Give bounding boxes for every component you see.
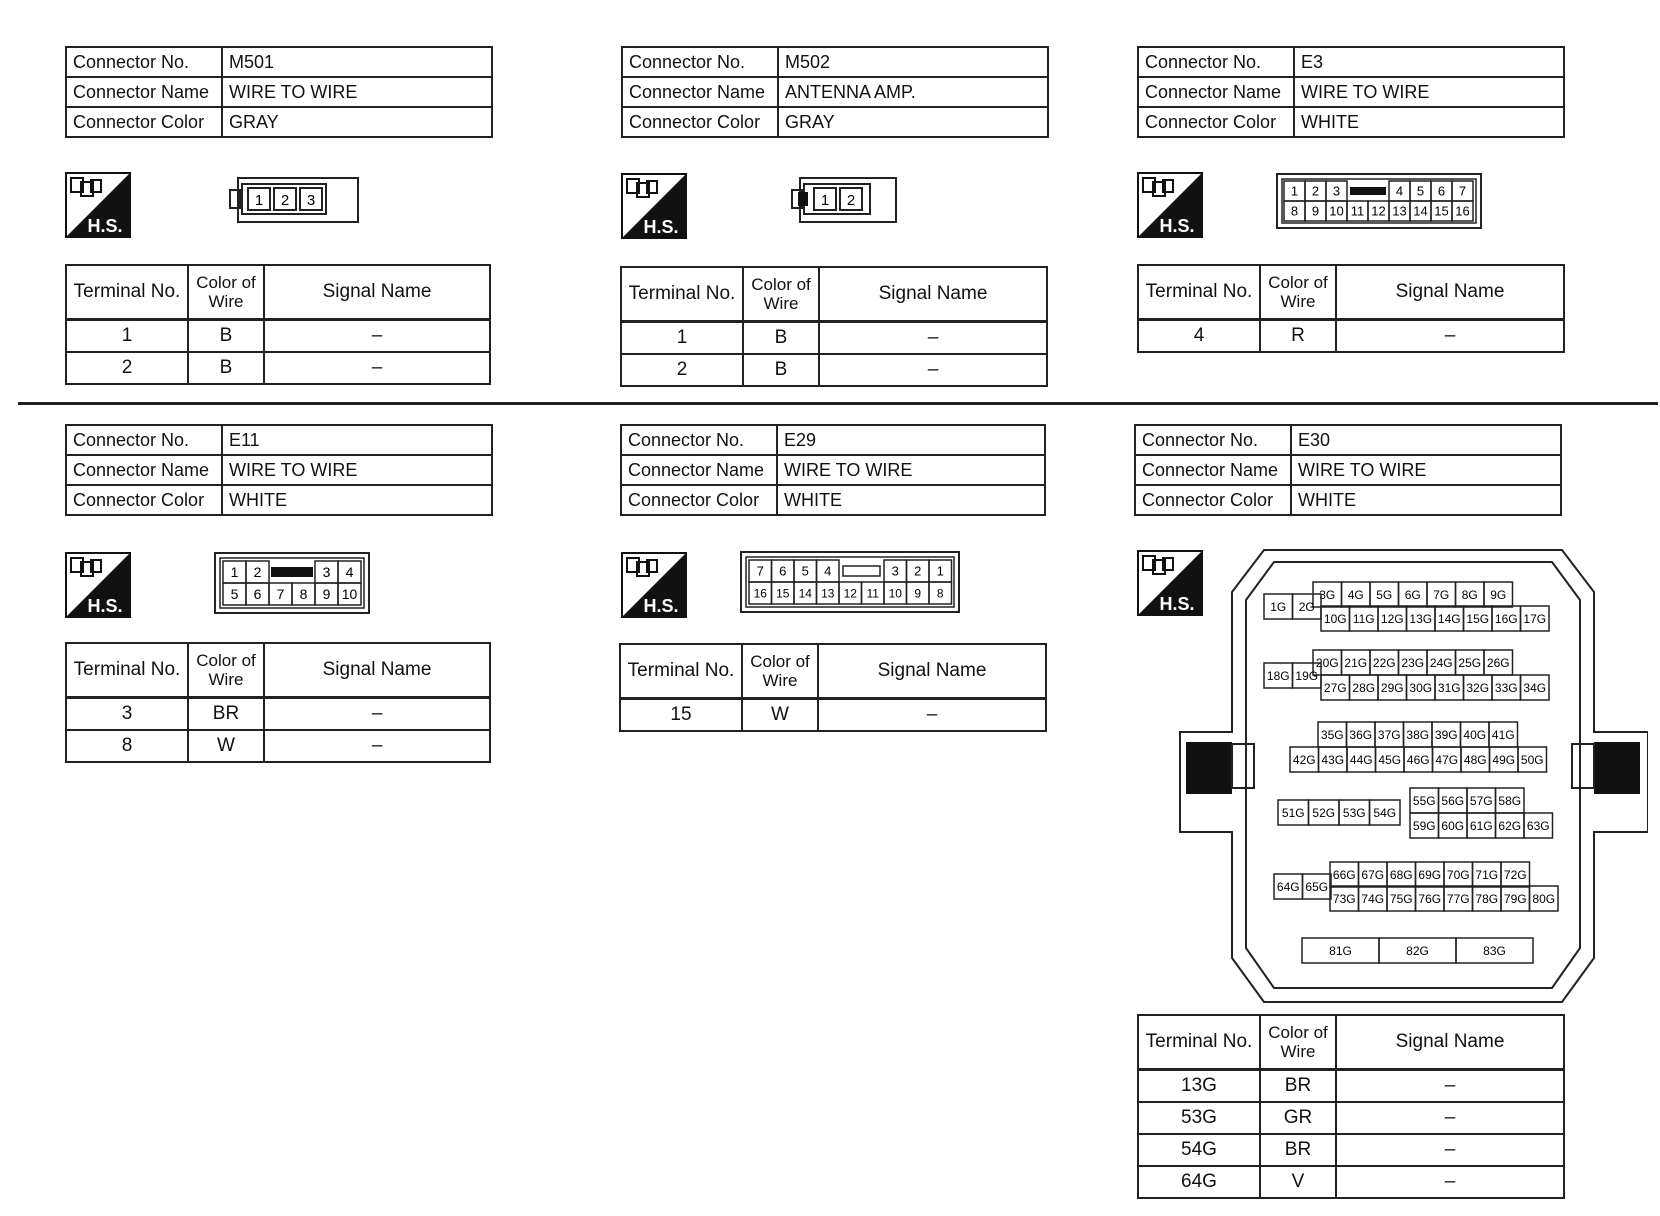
terminal-pin: 6: [253, 586, 262, 603]
harness-side-icon: [621, 552, 687, 618]
terminal-pin: 10: [1329, 203, 1344, 219]
connector-no-label: Connector No.: [66, 425, 222, 455]
terminal-pin: 29G: [1380, 680, 1404, 695]
terminal-pin: 42G: [1292, 752, 1316, 767]
terminal-pin: 4G: [1347, 587, 1364, 602]
terminal-pin: 9: [322, 586, 331, 603]
connector-info-m502: [621, 46, 1049, 138]
table-row: 1 B –: [621, 322, 1047, 355]
connector-no-value: E11: [222, 425, 492, 455]
terminal-pin: 76G: [1418, 891, 1442, 906]
connector-color-value: WHITE: [1291, 485, 1561, 515]
hs-label: H.S.: [1159, 594, 1195, 614]
terminal-pin: 4: [1395, 183, 1404, 199]
terminal-pin: 2: [253, 564, 262, 581]
terminal-pin: 73G: [1332, 891, 1356, 906]
terminal-pin: 4: [345, 564, 354, 581]
terminal-pin: 1: [1290, 183, 1299, 199]
terminal-pin: 27G: [1323, 680, 1347, 695]
terminal-pin: 19G: [1295, 668, 1319, 683]
terminal-pin: 7: [756, 563, 764, 579]
connector-name-label: Connector Name: [621, 455, 777, 485]
terminal-pin: 83G: [1483, 943, 1506, 958]
terminal-pin: 53G: [1342, 805, 1366, 820]
terminal-pin: 24G: [1429, 655, 1453, 670]
terminal-pin: 10G: [1323, 611, 1347, 626]
connector-face-e30: [1178, 548, 1648, 1009]
terminal-pin: 57G: [1469, 793, 1493, 808]
table-row: 53G GR –: [1138, 1102, 1564, 1134]
terminal-pin: 3: [322, 564, 331, 581]
terminal-pin: 11: [866, 586, 879, 601]
terminal-pin: 75G: [1389, 891, 1413, 906]
terminal-pin: 21G: [1344, 655, 1368, 670]
terminal-pin: 32G: [1466, 680, 1490, 695]
terminal-pin: 44G: [1349, 752, 1373, 767]
terminal-pin: 8: [1290, 203, 1299, 219]
terminal-pin: 69G: [1418, 867, 1442, 882]
hs-label: H.S.: [643, 596, 679, 616]
terminal-pin: 1: [820, 192, 830, 209]
terminal-no-header: Terminal No.: [1138, 1015, 1260, 1070]
terminal-pin: 2: [914, 563, 922, 579]
connector-color-label: Connector Color: [1135, 485, 1291, 515]
terminal-table-e30: [1137, 1014, 1565, 1199]
terminal-table-m501: [65, 264, 491, 385]
table-row: 8 W –: [66, 730, 490, 762]
connector-name-value: ANTENNA AMP.: [778, 77, 1048, 107]
hs-label: H.S.: [87, 216, 123, 236]
hs-label: H.S.: [643, 217, 679, 237]
terminal-pin: 41G: [1491, 727, 1515, 742]
wire-color-header: Color of Wire: [1260, 1015, 1336, 1070]
terminal-pin: 12: [843, 586, 857, 601]
terminal-pin: 12: [1371, 203, 1386, 219]
connector-color-value: WHITE: [1294, 107, 1564, 137]
terminal-pin: 60G: [1441, 818, 1465, 833]
terminal-pin: 16: [753, 586, 767, 601]
terminal-pin: 64G: [1276, 879, 1300, 894]
signal-name-header: Signal Name: [264, 265, 490, 320]
wire-color-header: Color of Wire: [742, 644, 818, 699]
terminal-pin: 12G: [1380, 611, 1404, 626]
terminal-pin: 78G: [1475, 891, 1499, 906]
terminal-pin: 13: [821, 586, 835, 601]
terminal-pin: 46G: [1406, 752, 1430, 767]
connector-name-label: Connector Name: [66, 455, 222, 485]
terminal-pin: 68G: [1389, 867, 1413, 882]
terminal-pin: 47G: [1435, 752, 1459, 767]
table-row: 4 R –: [1138, 320, 1564, 353]
connector-name-value: WIRE TO WIRE: [222, 455, 492, 485]
terminal-pin: 38G: [1406, 727, 1430, 742]
terminal-pin: 58G: [1498, 793, 1522, 808]
terminal-pin: 77G: [1446, 891, 1470, 906]
wire-color-header: Color of Wire: [188, 265, 264, 320]
connector-no-value: E30: [1291, 425, 1561, 455]
connector-face-e3: [1276, 173, 1482, 234]
table-row: 2 B –: [621, 354, 1047, 386]
connector-info-e11: [65, 424, 493, 516]
connector-name-value: WIRE TO WIRE: [222, 77, 492, 107]
connector-info-e3: [1137, 46, 1565, 138]
harness-side-icon: [621, 173, 687, 239]
connector-name-value: WIRE TO WIRE: [1294, 77, 1564, 107]
connector-color-label: Connector Color: [621, 485, 777, 515]
terminal-pin: 28G: [1352, 680, 1376, 695]
terminal-pin: 82G: [1406, 943, 1429, 958]
terminal-pin: 9: [1311, 203, 1320, 219]
terminal-pin: 48G: [1463, 752, 1487, 767]
connector-info-m501: [65, 46, 493, 138]
terminal-pin: 54G: [1373, 805, 1397, 820]
terminal-pin: 43G: [1321, 752, 1345, 767]
hs-label: H.S.: [87, 596, 123, 616]
terminal-pin: 62G: [1498, 818, 1522, 833]
terminal-pin: 56G: [1441, 793, 1465, 808]
terminal-pin: 59G: [1412, 818, 1436, 833]
terminal-pin: 1: [254, 192, 264, 209]
terminal-pin: 45G: [1378, 752, 1402, 767]
terminal-pin: 26G: [1486, 655, 1510, 670]
terminal-pin: 2: [846, 192, 856, 209]
terminal-table-e29: [619, 643, 1047, 732]
connector-name-label: Connector Name: [1138, 77, 1294, 107]
terminal-pin: 52G: [1312, 805, 1336, 820]
terminal-pin: 1: [936, 563, 944, 579]
terminal-pin: 17G: [1523, 611, 1547, 626]
connector-name-value: WIRE TO WIRE: [777, 455, 1045, 485]
terminal-pin: 7: [1458, 183, 1467, 199]
connector-color-value: WHITE: [777, 485, 1045, 515]
terminal-pin: 13: [1392, 203, 1407, 219]
terminal-pin: 37G: [1377, 727, 1401, 742]
connector-face-m502: [790, 176, 898, 229]
signal-name-header: Signal Name: [818, 644, 1046, 699]
terminal-pin: 2G: [1298, 599, 1315, 614]
terminal-pin: 15: [776, 586, 790, 601]
terminal-pin: 36G: [1349, 727, 1373, 742]
connector-color-value: WHITE: [222, 485, 492, 515]
terminal-pin: 25G: [1458, 655, 1482, 670]
terminal-pin: 61G: [1469, 818, 1493, 833]
terminal-pin: 31G: [1437, 680, 1461, 695]
terminal-no-header: Terminal No.: [620, 644, 742, 699]
table-row: 1 B –: [66, 320, 490, 353]
terminal-pin: 6: [1437, 183, 1446, 199]
terminal-pin: 6G: [1404, 587, 1421, 602]
connector-no-label: Connector No.: [1135, 425, 1291, 455]
terminal-pin: 72G: [1503, 867, 1527, 882]
signal-name-header: Signal Name: [819, 267, 1047, 322]
terminal-pin: 50G: [1520, 752, 1544, 767]
connector-color-value: GRAY: [778, 107, 1048, 137]
connector-face-e11: [214, 552, 370, 619]
terminal-pin: 65G: [1305, 879, 1329, 894]
terminal-pin: 74G: [1361, 891, 1385, 906]
harness-side-icon: [1137, 172, 1203, 238]
connector-info-e30: [1134, 424, 1562, 516]
connector-name-label: Connector Name: [1135, 455, 1291, 485]
terminal-pin: 39G: [1434, 727, 1458, 742]
terminal-pin: 16G: [1494, 611, 1518, 626]
terminal-pin: 10: [341, 586, 358, 603]
terminal-pin: 66G: [1332, 867, 1356, 882]
harness-side-icon: [65, 172, 131, 238]
terminal-pin: 51G: [1281, 805, 1305, 820]
connector-no-label: Connector No.: [621, 425, 777, 455]
connector-color-value: GRAY: [222, 107, 492, 137]
connector-no-label: Connector No.: [66, 47, 222, 77]
terminal-pin: 11G: [1352, 611, 1375, 626]
terminal-pin: 8: [936, 586, 944, 601]
table-row: 15 W –: [620, 699, 1046, 732]
terminal-pin: 81G: [1329, 943, 1352, 958]
connector-color-label: Connector Color: [66, 485, 222, 515]
terminal-pin: 3: [1332, 183, 1341, 199]
terminal-pin: 9: [914, 586, 922, 601]
terminal-pin: 11: [1350, 203, 1365, 219]
terminal-pin: 5: [230, 586, 239, 603]
terminal-pin: 79G: [1503, 891, 1527, 906]
terminal-table-e11: [65, 642, 491, 763]
terminal-pin: 5: [801, 563, 809, 579]
terminal-pin: 16: [1455, 203, 1470, 219]
terminal-pin: 80G: [1532, 891, 1556, 906]
terminal-pin: 8: [299, 586, 308, 603]
terminal-no-header: Terminal No.: [66, 643, 188, 698]
connector-no-value: M501: [222, 47, 492, 77]
terminal-table-e3: [1137, 264, 1565, 353]
terminal-pin: 18G: [1266, 668, 1290, 683]
wire-color-header: Color of Wire: [743, 267, 819, 322]
terminal-table-m502: [620, 266, 1048, 387]
terminal-pin: 4: [824, 563, 832, 579]
terminal-pin: 2: [1311, 183, 1320, 199]
table-row: 13G BR –: [1138, 1070, 1564, 1103]
terminal-pin: 55G: [1412, 793, 1436, 808]
signal-name-header: Signal Name: [264, 643, 490, 698]
terminal-pin: 13G: [1409, 611, 1433, 626]
connector-no-label: Connector No.: [1138, 47, 1294, 77]
terminal-pin: 7: [276, 586, 285, 603]
wire-color-header: Color of Wire: [188, 643, 264, 698]
connector-name-value: WIRE TO WIRE: [1291, 455, 1561, 485]
connector-no-label: Connector No.: [622, 47, 778, 77]
connector-color-label: Connector Color: [1138, 107, 1294, 137]
table-row: 54G BR –: [1138, 1134, 1564, 1166]
terminal-pin: 6: [779, 563, 787, 579]
signal-name-header: Signal Name: [1336, 265, 1564, 320]
connector-color-label: Connector Color: [66, 107, 222, 137]
terminal-no-header: Terminal No.: [1138, 265, 1260, 320]
connector-color-label: Connector Color: [622, 107, 778, 137]
connector-name-label: Connector Name: [622, 77, 778, 107]
terminal-pin: 10: [888, 586, 902, 601]
connector-no-value: E29: [777, 425, 1045, 455]
terminal-pin: 35G: [1320, 727, 1344, 742]
terminal-pin: 8G: [1461, 587, 1478, 602]
connector-info-e29: [620, 424, 1046, 516]
harness-side-icon: [65, 552, 131, 618]
connector-face-m501: [228, 176, 360, 229]
table-row: 64G V –: [1138, 1166, 1564, 1198]
connector-no-value: M502: [778, 47, 1048, 77]
terminal-pin: 15: [1434, 203, 1449, 219]
connector-name-label: Connector Name: [66, 77, 222, 107]
terminal-pin: 23G: [1401, 655, 1425, 670]
terminal-pin: 70G: [1446, 867, 1470, 882]
terminal-no-header: Terminal No.: [621, 267, 743, 322]
terminal-pin: 1G: [1270, 599, 1287, 614]
connector-face-e29: [740, 551, 960, 618]
terminal-pin: 5G: [1376, 587, 1393, 602]
terminal-pin: 3: [306, 192, 316, 209]
terminal-pin: 22G: [1372, 655, 1396, 670]
table-row: 2 B –: [66, 352, 490, 384]
terminal-pin: 34G: [1523, 680, 1547, 695]
terminal-pin: 3G: [1319, 587, 1336, 602]
terminal-pin: 15G: [1466, 611, 1490, 626]
terminal-pin: 63G: [1526, 818, 1550, 833]
section-divider: [18, 402, 1658, 405]
terminal-pin: 14: [1413, 203, 1428, 219]
terminal-pin: 5: [1416, 183, 1425, 199]
terminal-pin: 1: [230, 564, 239, 581]
terminal-pin: 33G: [1494, 680, 1518, 695]
terminal-pin: 20G: [1315, 655, 1339, 670]
terminal-pin: 3: [891, 563, 899, 579]
terminal-pin: 67G: [1361, 867, 1385, 882]
terminal-pin: 40G: [1463, 727, 1487, 742]
connector-no-value: E3: [1294, 47, 1564, 77]
terminal-pin: 2: [280, 192, 290, 209]
terminal-pin: 9G: [1490, 587, 1507, 602]
wire-color-header: Color of Wire: [1260, 265, 1336, 320]
terminal-pin: 49G: [1492, 752, 1516, 767]
terminal-no-header: Terminal No.: [66, 265, 188, 320]
terminal-pin: 14: [798, 586, 812, 601]
table-row: 3 BR –: [66, 698, 490, 731]
terminal-pin: 71G: [1475, 867, 1499, 882]
signal-name-header: Signal Name: [1336, 1015, 1564, 1070]
terminal-pin: 14G: [1437, 611, 1461, 626]
terminal-pin: 30G: [1409, 680, 1433, 695]
hs-label: H.S.: [1159, 216, 1195, 236]
terminal-pin: 7G: [1433, 587, 1450, 602]
